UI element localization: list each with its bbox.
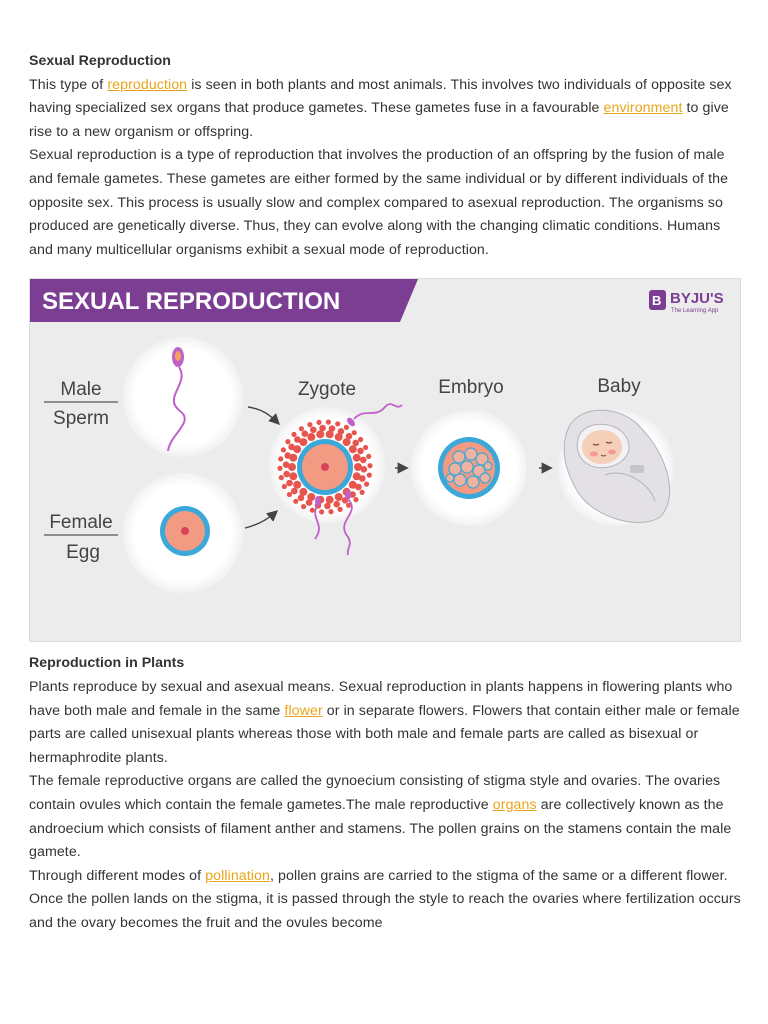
zygote-dot xyxy=(307,433,315,441)
zygote-dot xyxy=(338,428,345,435)
zygote-dot xyxy=(293,481,301,489)
zygote-dot xyxy=(282,484,287,489)
svg-text:B: B xyxy=(652,293,662,309)
baby-label: Baby xyxy=(597,376,641,398)
zygote-dot xyxy=(326,420,331,425)
environment-link[interactable]: environment xyxy=(603,100,683,117)
male-label: Male xyxy=(60,379,102,401)
logo-text: BYJU'S xyxy=(670,290,724,308)
zygote-dot xyxy=(283,462,290,469)
text: are collectively known as the androecium which consists of filament anther and stamens. The pollen grains on the stamens contain the male gamete. xyxy=(29,796,732,861)
zygote-dot xyxy=(310,508,315,513)
zygote-dot xyxy=(360,457,367,464)
text: This type of xyxy=(29,76,108,93)
zygote-dot xyxy=(357,448,364,455)
zygote-dot xyxy=(284,453,291,460)
zygote-dot xyxy=(307,422,312,427)
zygote-dot xyxy=(289,473,297,481)
zygote-dot xyxy=(306,500,313,507)
zygote-dot xyxy=(291,432,296,437)
zygote-dot xyxy=(346,433,353,440)
zygote-dot xyxy=(324,503,331,510)
text: Through different modes of xyxy=(29,867,206,884)
sexual-reproduction-diagram xyxy=(29,278,741,642)
text: Plants reproduce by sexual and asexual means. Sexual reproduction in plants happens in flowering plants who have both male and female in the same xyxy=(29,678,733,719)
zygote-dot xyxy=(344,425,349,430)
reproduction-link[interactable]: reproduction xyxy=(107,76,188,93)
zygote-dot xyxy=(352,430,357,435)
paragraph xyxy=(29,770,741,864)
zygote-dot xyxy=(358,437,363,442)
zygote-dot xyxy=(349,446,357,454)
female-label: Female xyxy=(49,512,113,534)
zygote-dot xyxy=(277,466,282,471)
paragraph xyxy=(29,74,741,145)
text: is seen in both plants and most animals. This involves two individuals of opposite sex having specialized sex organs that produce gametes. These gametes fuse in a favourable xyxy=(29,76,732,117)
zygote-dot xyxy=(335,493,343,501)
section-heading-reproduction-in-plants: Reproduction in Plants xyxy=(29,655,185,672)
zygote-dot xyxy=(310,427,317,434)
section-heading-sexual-reproduction: Sexual Reproduction xyxy=(29,53,171,69)
zygote-dot xyxy=(366,454,371,459)
zygote-dot xyxy=(352,440,359,447)
zygote-dot xyxy=(287,492,292,497)
text: , pollen grains are carried to the stigma of the same or a different flower. Once the pollen lands on the stigma, it is passed through the style to reach the ovaries where fertilization occurs and the ovary becomes the fruit and the ovules become xyxy=(29,867,741,931)
arrow xyxy=(245,512,276,528)
zygote-dot xyxy=(316,420,321,425)
zygote-dot xyxy=(363,445,368,450)
banner-title: SEXUAL REPRODUCTION xyxy=(42,288,341,316)
arrow xyxy=(248,407,278,423)
zygote-dot xyxy=(278,457,283,462)
zygote-dot xyxy=(329,426,336,433)
zygote-dot xyxy=(291,488,298,495)
sperm-label: Sperm xyxy=(53,408,109,430)
zygote-dot xyxy=(333,501,340,508)
zygote-dot xyxy=(353,497,358,502)
zygote-dot xyxy=(359,476,366,483)
egg-label: Egg xyxy=(66,542,100,564)
embryo-cell xyxy=(438,437,500,499)
zygote-dot xyxy=(283,471,290,478)
zygote-dot xyxy=(360,490,365,495)
zygote-dot xyxy=(281,448,286,453)
zygote-dot xyxy=(285,439,290,444)
section-plants xyxy=(29,652,741,935)
diagram-illustration xyxy=(30,279,740,641)
zygote-dot xyxy=(298,495,305,502)
zygote-dot xyxy=(361,466,368,473)
zygote-label: Zygote xyxy=(297,379,357,401)
paragraph: Sexual reproduction is a type of reproduction that involves the production of an offspring by the fusion of male and female gametes. These gametes are either formed by the same individual or by different individuals of the opposite sex. This process is usually slow and complex compared to asexual reproduction. The organisms so produced are genetically diverse. Thus, they can evolve along with the changing climatic conditions. Humans and many multicellular organisms exhibit a sexual mode of reproduction. xyxy=(29,147,729,258)
organs-link[interactable]: organs xyxy=(492,796,537,813)
zygote-dot xyxy=(286,480,293,487)
zygote-dot xyxy=(279,475,284,480)
zygote-dot xyxy=(316,431,324,439)
flower-link[interactable]: flower xyxy=(284,702,323,719)
text: to give rise to a new organism or offspring. xyxy=(29,100,729,140)
zygote-dot xyxy=(353,454,361,462)
pollination-link[interactable]: pollination xyxy=(205,867,270,884)
paragraph xyxy=(29,676,741,770)
zygote-dot xyxy=(338,507,343,512)
zygote-dot xyxy=(293,499,298,504)
zygote-dot xyxy=(288,444,295,451)
zygote-dot xyxy=(294,437,301,444)
zygote-dot xyxy=(326,496,334,504)
zygote-dot xyxy=(328,509,333,514)
article-content xyxy=(29,50,741,935)
zygote-dot xyxy=(335,422,340,427)
paragraph xyxy=(29,865,741,936)
byjus-logo xyxy=(649,290,724,314)
zygote-dot xyxy=(364,482,369,487)
zygote-dot xyxy=(302,431,309,438)
egg-cell xyxy=(160,506,210,556)
text: The female reproductive organs are called the gynoecium consisting of stigma style and ovaries. The ovaries contain ovules which contain the female gametes.The male reproductive xyxy=(29,773,721,813)
zygote-dot xyxy=(367,463,372,468)
zygote-dot xyxy=(319,510,324,515)
zygote-dot xyxy=(355,484,362,491)
zygote-dot xyxy=(299,426,304,431)
logo-tagline: The Learning App xyxy=(671,308,719,315)
zygote-dot xyxy=(319,425,326,432)
zygote-dot xyxy=(301,504,306,509)
embryo-label: Embryo xyxy=(438,377,504,399)
text: or in separate flowers. Flowers that contain either male or female parts are called unisexual plants whereas those with both male and female parts are called as bisexual or hermaphrodite plants. xyxy=(29,702,740,766)
zygote-dot xyxy=(367,473,372,478)
